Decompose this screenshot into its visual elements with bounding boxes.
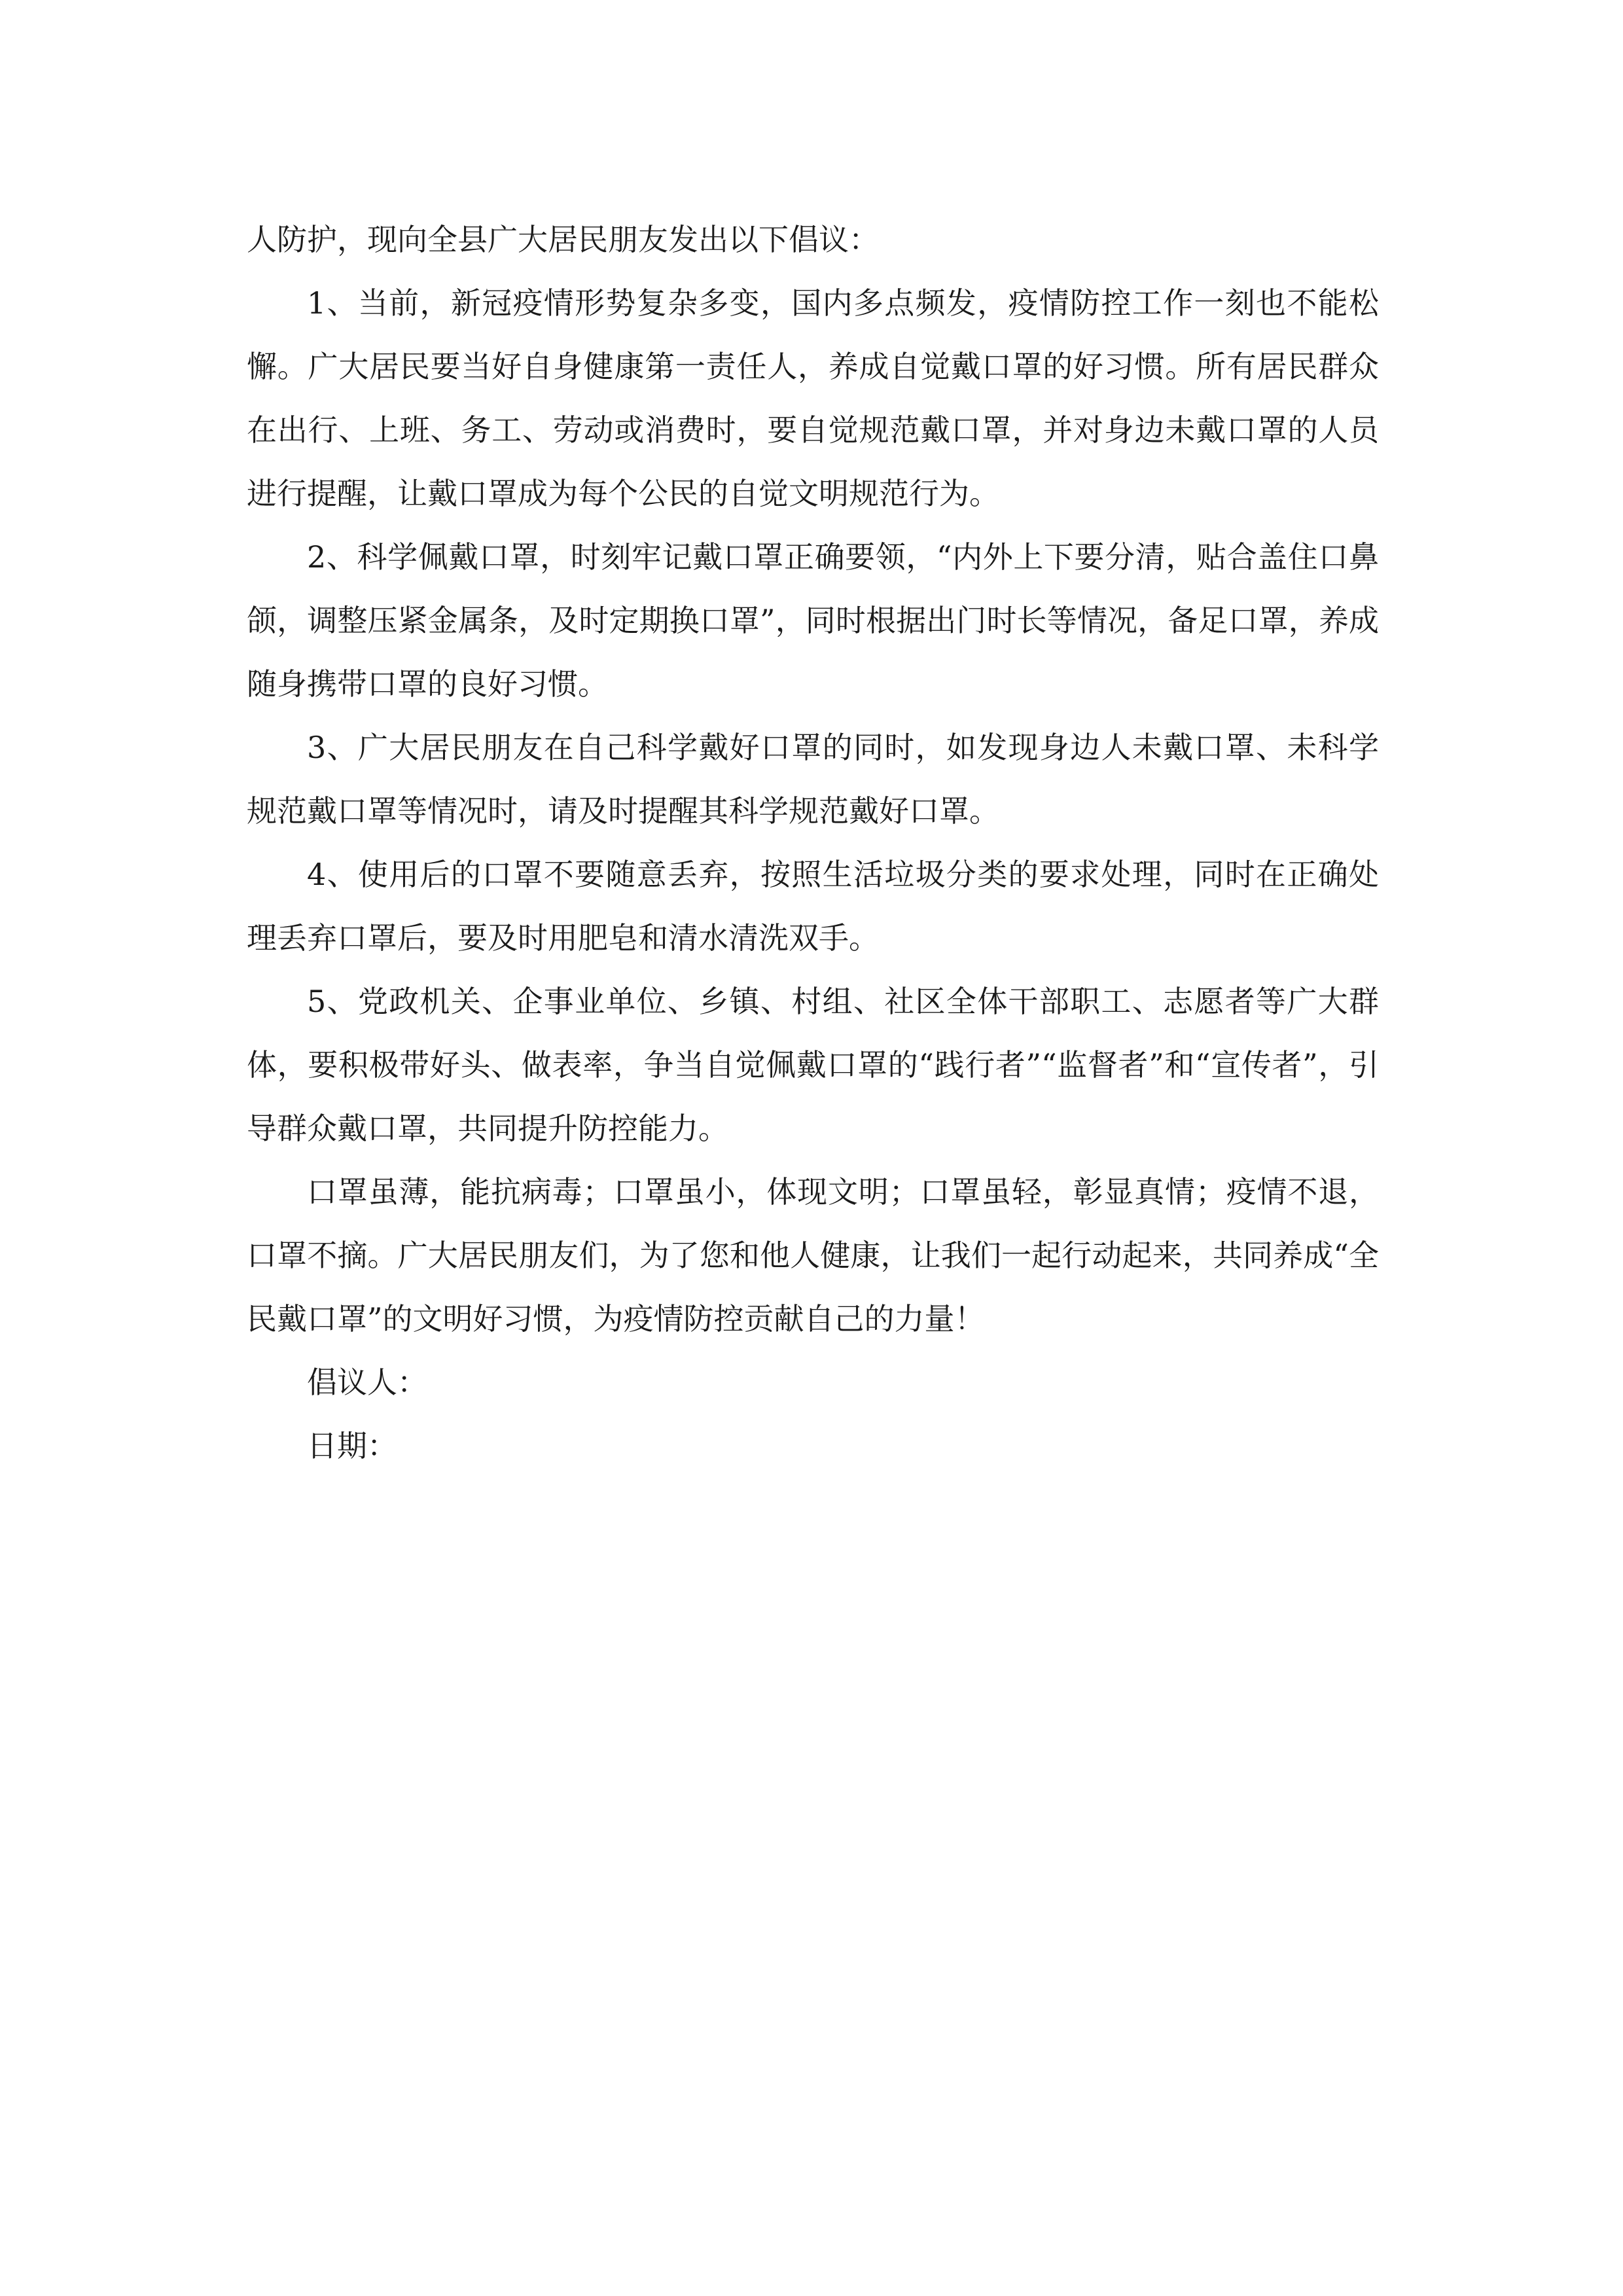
initiator-label: 倡议人： (307, 1365, 427, 1400)
paragraph-closing: 口罩虽薄，能抗病毒；口罩虽小，体现文明；口罩虽轻，彰显真情；疫情不退，口罩不摘。广大居民朋友们，为了您和他人健康，让我们一起行动起来，共同养成“全民戴口罩”的文明好习惯，为疫情防控贡献自己的力量！ (247, 1174, 1379, 1336)
document-body (247, 208, 1379, 1478)
paragraph-item-1: 1、当前，新冠疫情形势复杂多变，国内多点频发，疫情防控工作一刻也不能松懈。广大居民要当好自身健康第一责任人，养成自觉戴口罩的好习惯。所有居民群众在出行、上班、务工、劳动或消费时，要自觉规范戴口罩，并对身边未戴口罩的人员进行提醒，让戴口罩成为每个公民的自觉文明规范行为。 (247, 285, 1379, 511)
date-label: 日期： (307, 1428, 397, 1463)
paragraph-item-2: 2、科学佩戴口罩，时刻牢记戴口罩正确要领，“内外上下要分清，贴合盖住口鼻颌，调整压紧金属条，及时定期换口罩”，同时根据出门时长等情况，备足口罩，养成随身携带口罩的良好习惯。 (247, 539, 1379, 702)
paragraph-item-4: 4、使用后的口罩不要随意丢弃，按照生活垃圾分类的要求处理，同时在正确处理丢弃口罩后，要及时用肥皂和清水清洗双手。 (247, 857, 1379, 956)
paragraph-intro-continuation: 人防护，现向全县广大居民朋友发出以下倡议： (247, 222, 879, 257)
paragraph-item-5: 5、党政机关、企事业单位、乡镇、村组、社区全体干部职工、志愿者等广大群体，要积极带好头、做表率，争当自觉佩戴口罩的“践行者”“监督者”和“宣传者”，引导群众戴口罩，共同提升防控能力。 (247, 984, 1379, 1146)
paragraph-item-3: 3、广大居民朋友在自己科学戴好口罩的同时，如发现身边人未戴口罩、未科学规范戴口罩等情况时，请及时提醒其科学规范戴好口罩。 (247, 730, 1379, 829)
